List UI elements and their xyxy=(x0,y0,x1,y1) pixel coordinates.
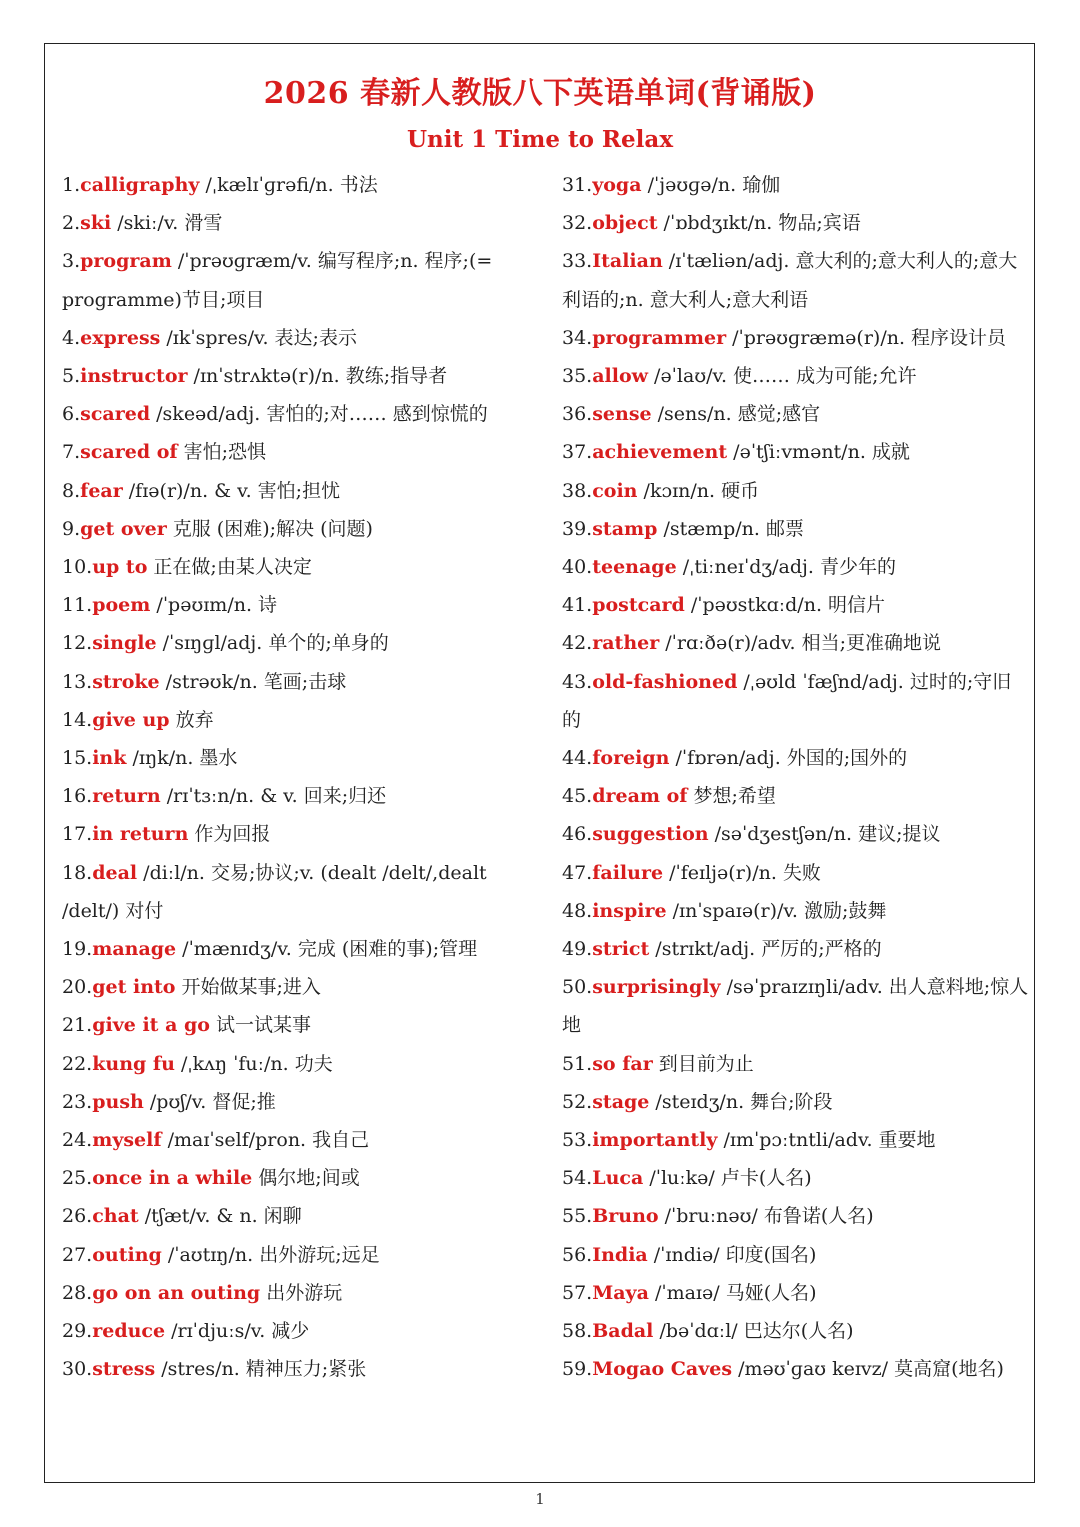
entry-number: 35. xyxy=(562,365,593,388)
vocab-entry xyxy=(562,1312,1030,1350)
entry-definition: /ˈluːkə/ 卢卡(人名) xyxy=(643,1167,812,1190)
entry-word: fear xyxy=(80,479,123,502)
entry-definition: /ˈaʊtɪŋ/n. 出外游玩;远足 xyxy=(161,1243,380,1266)
entry-number: 20. xyxy=(62,976,93,999)
entry-word: suggestion xyxy=(592,823,709,846)
entry-definition: /ˈɒbdʒɪkt/n. 物品;宾语 xyxy=(657,212,861,235)
entry-word: dream of xyxy=(592,785,688,808)
vocab-entry xyxy=(62,1236,540,1274)
vocab-entry xyxy=(562,854,1030,892)
entry-number: 54. xyxy=(562,1167,593,1190)
entry-number: 1. xyxy=(62,174,81,196)
unit-title: Unit 1 Time to Relax xyxy=(406,126,674,153)
entry-number: 7. xyxy=(62,441,81,464)
entry-word: return xyxy=(92,785,161,808)
entry-number: 21. xyxy=(62,1014,93,1037)
entry-number: 5. xyxy=(62,365,81,388)
entry-word: scared of xyxy=(80,441,178,464)
entry-definition: /ɪnˈstrʌktə(r)/n. 教练;指导者 xyxy=(187,365,448,388)
entry-word: give up xyxy=(92,708,170,731)
entry-definition: /ˈpəʊstkɑːd/n. 明信片 xyxy=(684,594,886,617)
vocab-entry xyxy=(62,624,540,662)
vocab-entry xyxy=(562,624,1030,662)
entry-number: 24. xyxy=(62,1129,93,1152)
entry-number: 33. xyxy=(562,250,593,273)
vocab-entry xyxy=(62,204,540,242)
entry-definition: /səˈpraɪzɪŋli/adv. 出人意料地;惊人地 xyxy=(562,976,1029,1037)
entry-number: 2. xyxy=(62,212,81,235)
entry-number: 23. xyxy=(62,1090,93,1113)
entry-number: 58. xyxy=(562,1320,593,1343)
entry-word: foreign xyxy=(592,747,670,770)
vocab-entry xyxy=(562,739,1030,777)
vocab-entry xyxy=(562,548,1030,586)
vocab-entry xyxy=(562,204,1030,242)
entry-definition: 害怕;恐惧 xyxy=(177,441,267,464)
entry-number: 19. xyxy=(62,938,93,961)
entry-definition: /strɪkt/adj. 严厉的;严格的 xyxy=(649,938,882,961)
entry-definition: /ˈprəʊɡræm/v. 编写程序;n. 程序;(= programme)节目;项目 xyxy=(62,250,493,311)
entry-number: 8. xyxy=(62,479,81,502)
vocab-entry xyxy=(562,930,1030,968)
entry-word: chat xyxy=(92,1205,139,1228)
entry-definition: /ˈpəʊɪm/n. 诗 xyxy=(150,594,278,617)
vocab-entry xyxy=(62,930,540,968)
entry-definition: 偶尔地;间或 xyxy=(252,1167,360,1190)
entry-word: Mogao Caves xyxy=(592,1358,733,1381)
vocab-entry xyxy=(562,1045,1030,1083)
entry-word: teenage xyxy=(592,556,677,579)
entry-number: 3. xyxy=(62,250,81,273)
entry-number: 29. xyxy=(62,1320,93,1343)
vocab-entry xyxy=(562,892,1030,930)
entry-definition: /rɪˈtɜːn/n. & v. 回来;归还 xyxy=(160,785,387,808)
entry-definition: /strəʊk/n. 笔画;击球 xyxy=(159,670,347,693)
vocab-entry xyxy=(562,1350,1030,1388)
entry-word: coin xyxy=(592,479,638,502)
vocab-entry xyxy=(62,242,540,318)
entry-word: surprisingly xyxy=(592,976,721,999)
entry-word: ski xyxy=(80,212,112,235)
entry-number: 13. xyxy=(62,670,93,693)
vocab-entry xyxy=(62,433,540,471)
entry-definition: 试一试某事 xyxy=(209,1014,312,1037)
entry-word: stroke xyxy=(92,670,160,693)
entry-number: 52. xyxy=(562,1090,593,1113)
entry-definition: /ˌkælɪˈɡrəfi/n. 书法 xyxy=(199,174,378,196)
entry-word: outing xyxy=(92,1243,162,1266)
entry-word: push xyxy=(92,1090,144,1113)
entry-definition: /əˈlaʊ/v. 使…… 成为可能;允许 xyxy=(648,365,917,388)
vocab-entry xyxy=(562,1236,1030,1274)
vocab-entry xyxy=(562,433,1030,471)
entry-number: 39. xyxy=(562,517,593,540)
entry-number: 40. xyxy=(562,556,593,579)
vocab-entry xyxy=(62,1159,540,1197)
vocab-entry xyxy=(62,701,540,739)
entry-word: reduce xyxy=(92,1320,166,1343)
entry-number: 55. xyxy=(562,1205,593,1228)
entry-definition: /ɪnˈspaɪə(r)/v. 激励;鼓舞 xyxy=(666,899,887,922)
vocab-entry xyxy=(562,395,1030,433)
entry-definition: /ˈsɪŋɡl/adj. 单个的;单身的 xyxy=(156,632,389,655)
entry-number: 16. xyxy=(62,785,93,808)
entry-word: up to xyxy=(92,556,148,579)
entry-word: inspire xyxy=(592,899,667,922)
vocab-entry xyxy=(62,395,540,433)
entry-definition: 开始做某事;进入 xyxy=(175,976,321,999)
entry-word: rather xyxy=(592,632,660,655)
vocab-entry xyxy=(562,1159,1030,1197)
entry-word: India xyxy=(592,1243,648,1266)
entry-word: get over xyxy=(80,517,167,540)
entry-number: 53. xyxy=(562,1129,593,1152)
entry-definition: 梦想;希望 xyxy=(687,785,776,808)
vocab-entry xyxy=(562,357,1030,395)
entry-number: 12. xyxy=(62,632,93,655)
entry-word: program xyxy=(80,250,172,273)
entry-number: 10. xyxy=(62,556,93,579)
vocab-entry xyxy=(562,815,1030,853)
entry-number: 28. xyxy=(62,1281,93,1304)
entry-definition: /ˌtiːneɪˈdʒ/adj. 青少年的 xyxy=(676,556,896,579)
entry-word: stage xyxy=(592,1090,650,1113)
entry-word: deal xyxy=(92,861,138,884)
entry-definition: 出外游玩 xyxy=(260,1281,343,1304)
entry-word: instructor xyxy=(80,365,188,388)
entry-word: give it a go xyxy=(92,1014,210,1037)
entry-number: 11. xyxy=(62,594,93,617)
vocab-entry xyxy=(562,777,1030,815)
entry-definition: /sens/n. 感觉;感官 xyxy=(651,403,821,426)
entry-number: 59. xyxy=(562,1358,593,1381)
entry-number: 18. xyxy=(62,861,93,884)
entry-definition: /tʃæt/v. & n. 闲聊 xyxy=(138,1205,302,1228)
vocab-entry xyxy=(62,663,540,701)
entry-word: old-fashioned xyxy=(592,670,738,693)
entry-word: sense xyxy=(592,403,652,426)
vocab-entry xyxy=(62,586,540,624)
entry-number: 6. xyxy=(62,403,81,426)
entry-number: 47. xyxy=(562,861,593,884)
entry-definition: /ˈrɑːðə(r)/adv. 相当;更准确地说 xyxy=(659,632,941,655)
entry-definition: 放弃 xyxy=(169,708,214,731)
entry-word: allow xyxy=(592,365,648,388)
entry-word: failure xyxy=(592,861,664,884)
entry-definition: /ɪˈtæliən/adj. 意大利的;意大利人的;意大利语的;n. 意大利人;意大利语 xyxy=(562,250,1018,311)
entry-word: Italian xyxy=(592,250,663,273)
vocab-entry xyxy=(62,166,540,204)
vocab-entry xyxy=(62,968,540,1006)
vocab-entry xyxy=(62,815,540,853)
entry-definition: /stres/n. 精神压力;紧张 xyxy=(155,1358,367,1381)
entry-word: scared xyxy=(80,403,151,426)
vocab-entry xyxy=(62,472,540,510)
entry-word: in return xyxy=(92,823,189,846)
entry-number: 14. xyxy=(62,708,93,731)
entry-definition: /ˌəʊld ˈfæʃnd/adj. 过时的;守旧的 xyxy=(562,670,1012,731)
entry-number: 48. xyxy=(562,899,593,922)
entry-definition: /diːl/n. 交易;协议;v. (dealt /delt/,dealt /delt/) 对付 xyxy=(62,861,487,922)
entry-number: 32. xyxy=(562,212,593,235)
entry-word: express xyxy=(80,326,161,349)
vocab-entry xyxy=(562,586,1030,624)
vocab-entry xyxy=(562,472,1030,510)
entry-word: so far xyxy=(592,1052,653,1075)
entry-definition: /ˈmaɪə/ 马娅(人名) xyxy=(648,1281,817,1304)
entry-number: 25. xyxy=(62,1167,93,1190)
entry-number: 4. xyxy=(62,326,81,349)
vocab-entry xyxy=(562,510,1030,548)
entry-definition: /ˈbruːnəʊ/ 布鲁诺(人名) xyxy=(658,1205,874,1228)
vocab-entry xyxy=(562,319,1030,357)
vocab-entry xyxy=(62,1274,540,1312)
entry-word: manage xyxy=(92,938,177,961)
entry-definition: /maɪˈself/pron. 我自己 xyxy=(161,1129,370,1152)
entry-definition: /ɪmˈpɔːtntli/adv. 重要地 xyxy=(717,1129,936,1152)
vocab-entry xyxy=(62,319,540,357)
entry-word: stress xyxy=(92,1358,156,1381)
entry-definition: /steɪdʒ/n. 舞台;阶段 xyxy=(649,1090,833,1113)
entry-definition: /səˈdʒestʃən/n. 建议;提议 xyxy=(708,823,941,846)
entry-number: 56. xyxy=(562,1243,593,1266)
entry-word: myself xyxy=(92,1129,162,1152)
entry-word: Bruno xyxy=(592,1205,659,1228)
entry-definition: /ˌkʌŋ ˈfuː/n. 功夫 xyxy=(174,1052,333,1075)
entry-number: 46. xyxy=(562,823,593,846)
entry-word: strict xyxy=(592,938,650,961)
entry-definition: 作为回报 xyxy=(188,823,271,846)
vocab-entry xyxy=(62,1121,540,1159)
entry-definition: /pʊʃ/v. 督促;推 xyxy=(143,1090,276,1113)
entry-word: single xyxy=(92,632,157,655)
entry-definition: /skiː/v. 滑雪 xyxy=(111,212,223,235)
entry-word: Badal xyxy=(592,1320,654,1343)
entry-number: 34. xyxy=(562,326,593,349)
entry-number: 31. xyxy=(562,174,593,196)
entry-definition: 克服 (困难);解决 (问题) xyxy=(166,517,373,540)
entry-number: 50. xyxy=(562,976,593,999)
entry-number: 45. xyxy=(562,785,593,808)
vocab-entry xyxy=(62,1045,540,1083)
entry-number: 26. xyxy=(62,1205,93,1228)
vocab-entry xyxy=(562,1083,1030,1121)
entry-number: 27. xyxy=(62,1243,93,1266)
entry-word: get into xyxy=(92,976,176,999)
entry-definition: /fɪə(r)/n. & v. 害怕;担忧 xyxy=(122,479,341,502)
entry-definition: /ˈɪndiə/ 印度(国名) xyxy=(647,1243,817,1266)
vocab-entry xyxy=(62,739,540,777)
vocab-entry xyxy=(562,242,1030,318)
page-title: 2026 春新人教版八下英语单词(背诵版) xyxy=(263,76,817,111)
entry-word: yoga xyxy=(592,174,642,196)
entry-number: 9. xyxy=(62,517,81,540)
entry-word: achievement xyxy=(592,441,728,464)
entry-definition: /məʊˈɡaʊ keɪvz/ 莫高窟(地名) xyxy=(732,1358,1004,1381)
entry-number: 37. xyxy=(562,441,593,464)
entry-word: poem xyxy=(92,594,151,617)
entry-word: programmer xyxy=(592,326,727,349)
vocab-entry xyxy=(62,548,540,586)
entry-definition: /ˈjəʊɡə/n. 瑜伽 xyxy=(641,174,781,196)
entry-number: 57. xyxy=(562,1281,593,1304)
entry-number: 30. xyxy=(62,1358,93,1381)
vocab-entry xyxy=(62,1197,540,1235)
entry-definition: /kɔɪn/n. 硬币 xyxy=(637,479,760,502)
entry-definition: /ˈmænɪdʒ/v. 完成 (困难的事);管理 xyxy=(176,938,478,961)
entry-word: calligraphy xyxy=(80,174,200,196)
entry-number: 42. xyxy=(562,632,593,655)
entry-number: 41. xyxy=(562,594,593,617)
entry-number: 22. xyxy=(62,1052,93,1075)
entry-word: importantly xyxy=(592,1129,718,1152)
entry-definition: /rɪˈdjuːs/v. 减少 xyxy=(165,1320,310,1343)
entry-definition: 正在做;由某人决定 xyxy=(147,556,312,579)
entry-number: 36. xyxy=(562,403,593,426)
entry-definition: /stæmp/n. 邮票 xyxy=(657,517,804,540)
vocab-column-left xyxy=(62,166,540,1389)
entry-word: go on an outing xyxy=(92,1281,261,1304)
vocab-entry xyxy=(62,1006,540,1044)
vocab-entry xyxy=(62,854,540,930)
entry-word: object xyxy=(592,212,658,235)
entry-definition: /ɪŋk/n. 墨水 xyxy=(126,747,238,770)
entry-definition: /ɪkˈspres/v. 表达;表示 xyxy=(160,326,357,349)
vocab-entry xyxy=(562,663,1030,739)
entry-number: 49. xyxy=(562,938,593,961)
entry-word: Maya xyxy=(592,1281,649,1304)
vocab-entry xyxy=(562,1274,1030,1312)
vocab-entry xyxy=(562,968,1030,1044)
entry-number: 15. xyxy=(62,747,93,770)
entry-definition: /əˈtʃiːvmənt/n. 成就 xyxy=(727,441,910,464)
entry-definition: /ˈfeɪljə(r)/n. 失败 xyxy=(663,861,821,884)
entry-word: stamp xyxy=(592,517,658,540)
vocab-entry xyxy=(62,1083,540,1121)
entry-word: ink xyxy=(92,747,127,770)
vocab-entry xyxy=(62,357,540,395)
vocab-entry xyxy=(562,1121,1030,1159)
entry-definition: /ˈprəʊɡræmə(r)/n. 程序设计员 xyxy=(726,326,1007,349)
vocab-entry xyxy=(62,777,540,815)
entry-definition: 到目前为止 xyxy=(652,1052,754,1075)
entry-definition: /ˈfɒrən/adj. 外国的;国外的 xyxy=(669,747,908,770)
entry-word: postcard xyxy=(592,594,685,617)
entry-number: 51. xyxy=(562,1052,593,1075)
entry-number: 43. xyxy=(562,670,593,693)
entry-word: Luca xyxy=(592,1167,644,1190)
entry-definition: /bəˈdɑːl/ 巴达尔(人名) xyxy=(653,1320,854,1343)
entry-definition: /skeəd/adj. 害怕的;对…… 感到惊慌的 xyxy=(150,403,488,426)
entry-number: 17. xyxy=(62,823,93,846)
vocab-column-right xyxy=(562,166,1030,1389)
vocab-entry xyxy=(562,1197,1030,1235)
page-number: 1 xyxy=(535,1490,545,1508)
vocab-entry xyxy=(62,510,540,548)
vocab-entry xyxy=(62,1312,540,1350)
entry-word: kung fu xyxy=(92,1052,175,1075)
vocab-entry xyxy=(562,166,1030,204)
entry-word: once in a while xyxy=(92,1167,253,1190)
vocab-entry xyxy=(62,1350,540,1388)
entry-number: 38. xyxy=(562,479,593,502)
entry-number: 44. xyxy=(562,747,593,770)
